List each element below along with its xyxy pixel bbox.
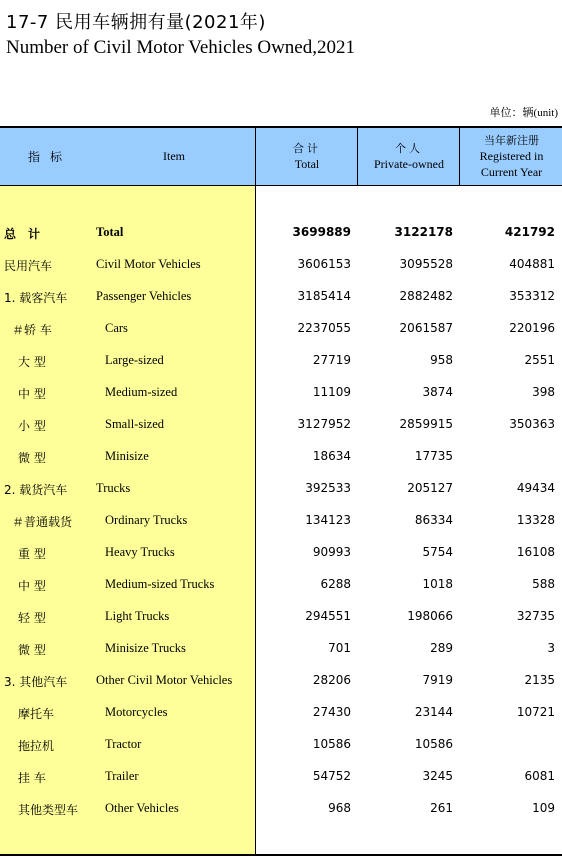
header-total-en: Total — [294, 157, 320, 171]
cell-total: 18634 — [312, 449, 351, 463]
row-label-en: Minisize — [105, 449, 149, 463]
cell-private: 1018 — [422, 577, 453, 591]
row-label-cn: 1. 载客汽车 — [4, 291, 68, 305]
row-label-en: Light Trucks — [105, 609, 170, 623]
row-label-cn: 拖拉机 — [18, 739, 55, 753]
cell-registered: 404881 — [509, 257, 555, 271]
header-registered-en-2: Current Year — [480, 165, 543, 179]
header-private-en: Private-owned — [374, 157, 444, 171]
data-table — [0, 126, 562, 856]
cell-private: 23144 — [414, 705, 453, 719]
page-title-cn: 17-7 民用车辆拥有量(2021年) — [6, 12, 266, 33]
row-label-en: Total — [96, 225, 124, 239]
cell-private: 198066 — [407, 609, 453, 623]
header-registered — [459, 128, 562, 185]
cell-private: 17735 — [414, 449, 453, 463]
cell-registered: 350363 — [509, 417, 555, 431]
cell-total: 392533 — [305, 481, 351, 495]
cell-registered: 421792 — [504, 225, 555, 239]
header-indicator-en: Item — [163, 149, 185, 163]
cell-total: 54752 — [312, 769, 351, 783]
row-label-cn: 轻 型 — [18, 611, 46, 625]
row-label-cn: 大 型 — [18, 355, 46, 369]
cell-total: 134123 — [305, 513, 351, 527]
cell-registered: 3 — [547, 641, 555, 655]
cell-total: 701 — [328, 641, 351, 655]
unit-label-en: (unit) — [533, 107, 558, 119]
table-bottom-rule — [0, 854, 562, 856]
row-label-cn: 重 型 — [18, 547, 46, 561]
row-label-en: Medium-sized Trucks — [105, 577, 215, 591]
cell-registered: 220196 — [509, 321, 555, 335]
cell-registered: 2135 — [524, 673, 555, 687]
unit-label — [490, 104, 558, 120]
row-label-cn: 2. 载货汽车 — [4, 483, 68, 497]
row-label-en: Large-sized — [105, 353, 164, 367]
table-row — [0, 601, 562, 633]
cell-private: 2061587 — [399, 321, 453, 335]
cell-total: 27719 — [312, 353, 351, 367]
row-label-cn: 中 型 — [18, 579, 46, 593]
table-row — [0, 441, 562, 473]
cell-total: 3185414 — [297, 289, 351, 303]
cell-registered: 32735 — [516, 609, 555, 623]
table-row — [0, 697, 562, 729]
row-label-cn: 挂 车 — [18, 771, 46, 785]
cell-private: 289 — [430, 641, 453, 655]
table-row — [0, 665, 562, 697]
row-label-en: Cars — [105, 321, 128, 335]
row-label-cn: ＃普通载货 — [12, 515, 73, 529]
unit-label-cn: 单位：辆 — [489, 106, 534, 119]
table-top-rule — [0, 126, 562, 128]
cell-private: 261 — [430, 801, 453, 815]
table-row — [0, 505, 562, 537]
row-label-en: Other Civil Motor Vehicles — [96, 673, 233, 687]
cell-private: 3874 — [422, 385, 453, 399]
row-label-en: Ordinary Trucks — [105, 513, 188, 527]
table-row — [0, 729, 562, 761]
row-label-en: Small-sized — [105, 417, 165, 431]
cell-registered: 109 — [532, 801, 555, 815]
cell-total: 3127952 — [297, 417, 351, 431]
cell-total: 3606153 — [297, 257, 351, 271]
cell-registered: 49434 — [516, 481, 555, 495]
row-label-en: Passenger Vehicles — [96, 289, 192, 303]
row-label-en: Civil Motor Vehicles — [96, 257, 201, 271]
cell-registered: 6081 — [524, 769, 555, 783]
cell-private: 10586 — [414, 737, 453, 751]
row-label-en: Trucks — [96, 481, 131, 495]
row-label-cn: 微 型 — [18, 451, 46, 465]
cell-registered: 13328 — [516, 513, 555, 527]
table-row — [0, 217, 562, 249]
row-label-cn: 微 型 — [18, 643, 46, 657]
cell-private: 5754 — [422, 545, 453, 559]
cell-registered: 353312 — [509, 289, 555, 303]
cell-total: 10586 — [312, 737, 351, 751]
cell-private: 7919 — [422, 673, 453, 687]
row-label-cn: 中 型 — [18, 387, 46, 401]
table-row — [0, 249, 562, 281]
cell-private: 2859915 — [399, 417, 453, 431]
cell-registered: 398 — [532, 385, 555, 399]
page-title-en: Number of Civil Motor Vehicles Owned,2021 — [6, 37, 355, 58]
cell-total: 27430 — [312, 705, 351, 719]
cell-private: 205127 — [407, 481, 453, 495]
table-row — [0, 633, 562, 665]
cell-private: 86334 — [414, 513, 453, 527]
header-indicator-cn: 指标 — [28, 150, 73, 164]
row-label-en: Other Vehicles — [105, 801, 179, 815]
table-row — [0, 537, 562, 569]
header-registered-cn: 当年新注册 — [484, 134, 539, 147]
cell-registered: 10721 — [516, 705, 555, 719]
cell-total: 968 — [328, 801, 351, 815]
row-label-en: Trailer — [105, 769, 139, 783]
row-label-cn: 3. 其他汽车 — [4, 675, 68, 689]
row-label-en: Tractor — [105, 737, 142, 751]
table-row — [0, 409, 562, 441]
table-row — [0, 569, 562, 601]
row-label-en: Medium-sized — [105, 385, 178, 399]
cell-private: 3122178 — [394, 225, 453, 239]
row-label-en: Motorcycles — [105, 705, 168, 719]
table-row — [0, 313, 562, 345]
row-label-cn: 其他类型车 — [18, 803, 79, 817]
cell-total: 6288 — [320, 577, 351, 591]
header-total — [255, 128, 358, 185]
row-label-cn: 小 型 — [18, 419, 46, 433]
row-label-cn: 总 计 — [4, 227, 41, 241]
cell-total: 90993 — [312, 545, 351, 559]
row-label-cn: 民用汽车 — [4, 259, 53, 273]
table-row — [0, 281, 562, 313]
table-row — [0, 473, 562, 505]
cell-total: 294551 — [305, 609, 351, 623]
cell-private: 3095528 — [399, 257, 453, 271]
row-label-cn: ＃轿 车 — [12, 323, 52, 337]
cell-private: 2882482 — [399, 289, 453, 303]
table-row — [0, 761, 562, 793]
table-row — [0, 377, 562, 409]
cell-total: 2237055 — [297, 321, 351, 335]
header-bottom-rule — [0, 185, 562, 186]
header-indicator — [0, 128, 255, 185]
header-total-cn: 合计 — [293, 142, 321, 155]
cell-registered: 588 — [532, 577, 555, 591]
cell-total: 28206 — [312, 673, 351, 687]
table-row — [0, 345, 562, 377]
row-label-en: Heavy Trucks — [105, 545, 175, 559]
cell-registered: 16108 — [516, 545, 555, 559]
cell-private: 958 — [430, 353, 453, 367]
cell-total: 3699889 — [292, 225, 351, 239]
row-label-cn: 摩托车 — [18, 707, 55, 721]
header-private-cn: 个人 — [395, 142, 423, 155]
header-private — [357, 128, 460, 185]
row-label-en: Minisize Trucks — [105, 641, 186, 655]
table-row — [0, 793, 562, 825]
cell-private: 3245 — [422, 769, 453, 783]
cell-total: 11109 — [312, 385, 351, 399]
cell-registered: 2551 — [524, 353, 555, 367]
header-registered-en-1: Registered in — [479, 149, 544, 163]
